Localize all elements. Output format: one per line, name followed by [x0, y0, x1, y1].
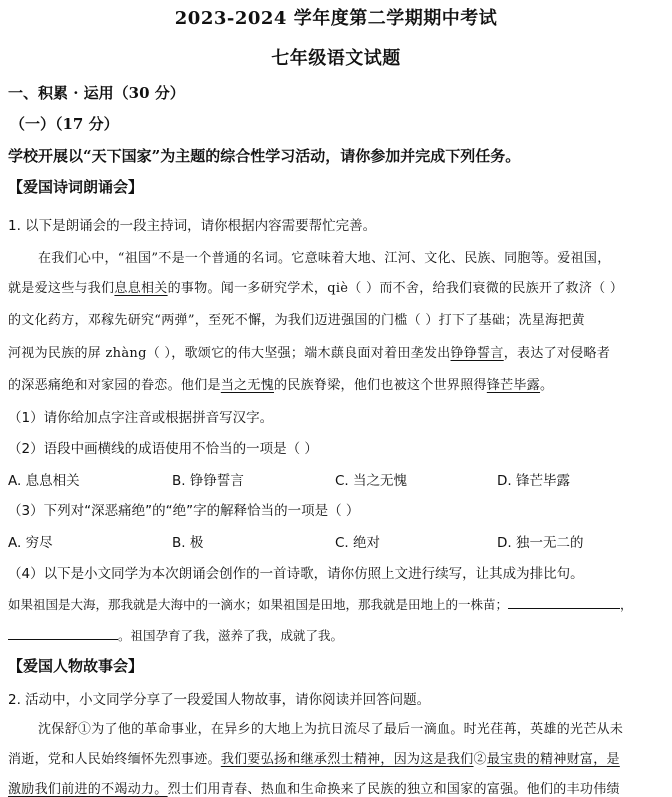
passage-text: 的深恶痛绝和对家园的眷恋。他们是: [8, 378, 221, 393]
module-title-story: 【爱国人物故事会】: [8, 657, 144, 675]
question-2-stem: 2. 活动中，小文同学分享了一段爱国人物故事，请你阅读并回答问题。: [8, 692, 431, 708]
story-text: 烈士们用青春、热血和生命换来了民族的独立和国家的富强。他们的丰功伟绩: [167, 782, 620, 797]
part-title: （一）（17 分）: [10, 115, 119, 133]
activity-intro: 学校开展以“天下国家”为主题的综合性学习活动，请你参加并完成下列任务。: [8, 147, 521, 165]
exam-subtitle: 七年级语文试题: [271, 48, 401, 69]
passage-line-5: [8, 374, 553, 393]
poem-comma: ，: [620, 597, 633, 612]
exam-title: 2023-2024 学年度第二学期期中考试: [174, 8, 498, 29]
poem-line-2: [8, 625, 343, 644]
option-a: A. 穷尽: [8, 535, 53, 551]
idiom-underlined: 息息相关: [114, 281, 168, 296]
option-b: B. 极: [172, 535, 204, 551]
answer-blank[interactable]: [8, 625, 118, 640]
passage-line-2: [8, 277, 623, 296]
passage-line-1: 在我们心中，“祖国”不是一个普通的名词。它意味着大地、江河、文化、民族、同胞等。爱祖国，: [38, 251, 611, 266]
passage-text: 。: [540, 378, 554, 393]
passage-line-3: 的文化药方，邓稼先研究“两弹”，至死不懈，为我们迈进强国的门槛（ ）打下了基础；冼星海把黄: [8, 313, 585, 328]
marker-1: ①: [77, 722, 92, 737]
underlined-sentence: 激励我们前进的不竭动力。: [8, 782, 168, 797]
sub-question-3: （3）下列对“深恶痛绝”的“绝”字的解释恰当的一项是（ ）: [8, 503, 360, 519]
passage-text: 就是爱这些与我们: [8, 281, 115, 296]
option-c: C. 绝对: [335, 535, 381, 551]
option-d: D. 独一无二的: [497, 535, 584, 551]
sub-question-4: （4）以下是小文同学为本次朗诵会创作的一首诗歌，请你仿照上文进行续写，让其成为排比句。: [8, 566, 584, 582]
underlined-sentence: 最宝贵的精神财富，是: [486, 752, 620, 767]
underlined-sentence: 我们要弘扬和继承烈士精神，因为这是我们: [220, 752, 474, 767]
story-line-3: [8, 778, 620, 797]
passage-text: ，表达了对侵略者: [503, 346, 611, 361]
section-title: 一、积累 · 运用（30 分）: [8, 84, 185, 102]
answer-blank[interactable]: [508, 594, 620, 609]
story-text: 消逝，党和人民始终缅怀先烈事迹。: [8, 752, 221, 767]
poem-text: 如果祖国是大海，那我就是大海中的一滴水；如果祖国是田地，那我就是田地上的一株苗；: [8, 597, 509, 612]
story-text: 为了他的革命事业，在异乡的大地上为抗日流尽了最后一滴血。时光荏苒，英雄的光芒从未: [91, 722, 624, 737]
passage-text: 河视为民族的屏 zhàng（ ），歌颂它的伟大坚强；端木蕻良面对着田垄发出: [8, 346, 451, 361]
sub-question-2: （2）语段中画横线的成语使用不恰当的一项是（ ）: [8, 441, 318, 457]
option-d: D. 锋芒毕露: [497, 473, 570, 489]
passage-text: 的事物。闻一多研究学术，qiè（ ）而不舍，给我们衰微的民族开了救济（ ）: [167, 281, 624, 296]
passage-line-4: [8, 342, 610, 361]
option-c: C. 当之无愧: [335, 473, 408, 489]
story-text: 沈保舒: [38, 722, 78, 737]
question-1-stem: 1. 以下是朗诵会的一段主持词，请你根据内容需要帮忙完善。: [8, 218, 377, 234]
poem-text: 。祖国孕育了我，滋养了我，成就了我。: [118, 628, 344, 643]
passage-text: 的民族脊梁，他们也被这个世界照得: [274, 378, 487, 393]
marker-2: ②: [473, 752, 487, 767]
story-line-1: [38, 718, 623, 737]
story-line-2: [8, 748, 620, 767]
poem-line-1: [8, 594, 633, 613]
idiom-underlined: 铮铮誓言: [450, 346, 504, 361]
sub-question-1: （1）请你给加点字注音或根据拼音写汉字。: [8, 410, 274, 426]
option-a: A. 息息相关: [8, 473, 80, 489]
idiom-underlined: 当之无愧: [220, 378, 275, 393]
idiom-underlined: 锋芒毕露: [486, 378, 541, 393]
module-title-poetry: 【爱国诗词朗诵会】: [8, 178, 144, 196]
option-b: B. 铮铮誓言: [172, 473, 244, 489]
